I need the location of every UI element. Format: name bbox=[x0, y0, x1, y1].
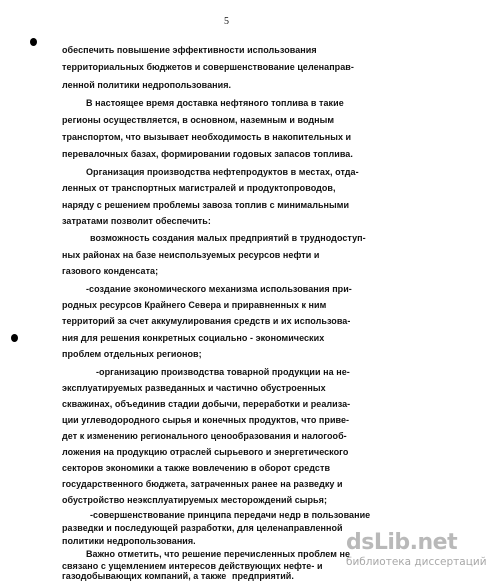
text-line: политики недропользования. bbox=[62, 536, 196, 546]
text-line: ложения на продукцию отраслей сырьевого и энергетического bbox=[62, 447, 349, 457]
text-line: территорий за счет аккумулирования средств и их использова- bbox=[62, 316, 351, 326]
text-line: ных районах на базе неиспользуемых ресурсов нефти и bbox=[62, 250, 320, 260]
text-line: территориальных бюджетов и совершенствование целенаправ- bbox=[62, 62, 354, 72]
scan-hole-mark bbox=[11, 334, 18, 342]
text-line: -организацию производства товарной продукции на не- bbox=[96, 367, 350, 377]
text-line: обустройство неэксплуатируемых месторождений сырья; bbox=[62, 495, 327, 505]
text-line: связано с ущемлением интересов действующих нефте- и bbox=[62, 561, 323, 571]
text-line: ния для решения конкретных социально - экономических bbox=[62, 333, 325, 343]
text-line: ленной политики недропользования. bbox=[62, 80, 232, 90]
text-line: ции углеводородного сырья и конечных продуктов, что приве- bbox=[62, 415, 350, 425]
watermark-subtitle: библиотека диссертаций bbox=[346, 556, 487, 568]
text-line: -создание экономического механизма использования при- bbox=[86, 284, 352, 294]
text-line: проблем отдельных регионов; bbox=[62, 349, 202, 359]
text-line: эксплуатируемых разведанных и частично обустроенных bbox=[62, 383, 326, 393]
text-line: Важно отметить, что решение перечисленных проблем не bbox=[86, 549, 351, 559]
text-line: разведки и последующей разработки, для целенаправленной bbox=[62, 523, 343, 533]
text-line: газодобывающих компаний, а также bbox=[62, 571, 227, 581]
text-line: наряду с решением проблемы завоза топлив с минимальными bbox=[62, 200, 350, 210]
text-line: транспортом, что вызывает необходимость в накопительных и bbox=[62, 132, 352, 142]
text-line: В настоящее время доставка нефтяного топлива в такие bbox=[86, 98, 344, 108]
page-number: 5 bbox=[224, 16, 229, 27]
text-line: государственного бюджета, затраченных ранее на разведку и bbox=[62, 479, 343, 489]
text-line: ленных от транспортных магистралей и продуктопроводов, bbox=[62, 183, 336, 193]
text-line: дет к изменению регионального ценообразования и налогооб- bbox=[62, 431, 347, 441]
watermark-logo: dsLib.net bbox=[346, 530, 458, 555]
text-line: перевалочных базах, формировании годовых запасов топлива. bbox=[62, 149, 353, 159]
text-line: секторов экономики а также вовлечению в оборот средств bbox=[62, 463, 331, 473]
text-line: газового конденсата; bbox=[62, 266, 159, 276]
scan-hole-mark bbox=[30, 38, 37, 46]
text-line: регионы осуществляется, в основном, наземным и водным bbox=[62, 115, 335, 125]
text-line: Организация производства нефтепродуктов в местах, отда- bbox=[86, 167, 359, 177]
text-line: родных ресурсов Крайнего Севера и приравненных к ним bbox=[62, 300, 327, 310]
text-line: предприятий. bbox=[232, 571, 294, 581]
text-line: -совершенствование принципа передачи недр в пользование bbox=[90, 510, 371, 520]
text-line: скважинах, объединив стадии добычи, переработки и реализа- bbox=[62, 399, 351, 409]
text-line: возможность создания малых предприятий в труднодоступ- bbox=[90, 233, 366, 243]
text-line: затратами позволит обеспечить: bbox=[62, 216, 211, 226]
text-line: обеспечить повышение эффективности использования bbox=[62, 45, 317, 55]
